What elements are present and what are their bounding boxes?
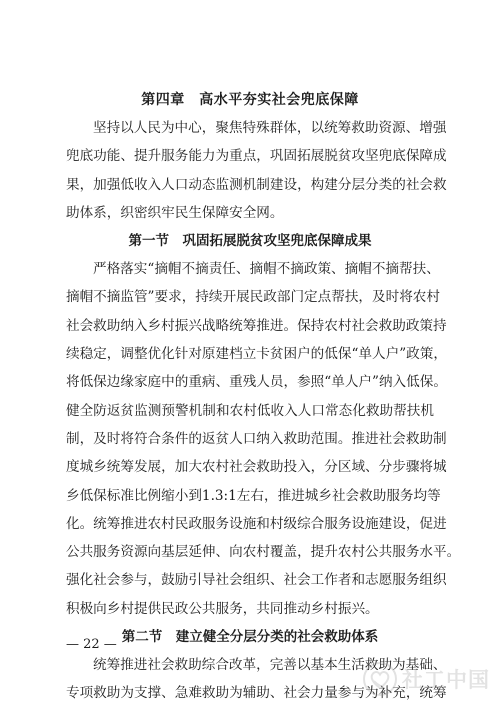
watermark-text: 社工中国 [402,668,490,692]
text-line: 强化社会参与，鼓励引导社会组织、社会工作者和志愿服务组织 [66,572,447,589]
chapter-title: 第四章 高水平夯实社会兜底保障 [141,92,359,108]
text-line: 坚持以人民为中心，聚焦特殊群体，以统筹救助资源、增强 [93,120,447,136]
text-line: 摘帽不摘监管”要求，持续开展民政部门定点帮扶，及时将农村 [66,289,440,306]
section-2-title: 第二节 建立健全分层分类的社会救助体系 [121,629,379,646]
text-line: 化。统筹推进农村民政服务设施和村级综合服务设施建设，促进 [66,515,447,532]
text-line: 统筹推进社会救助综合改革，完善以基本生活救助为基础、 [93,657,447,674]
text-line: 兜底功能、提升服务能力为重点，巩固拓展脱贫攻坚兜底保障成 [66,148,447,165]
watermark [362,658,496,700]
text-line: 严格落实“摘帽不摘责任、摘帽不摘政策、摘帽不摘帮扶、 [93,261,440,278]
text-line: 积极向乡村提供民政公共服务，共同推动乡村振兴。 [66,600,379,617]
text-line: 乡低保标准比例缩小到1.3:1左右，推进城乡社会救助服务均等 [66,487,441,504]
text-line: 度城乡统筹发展，加大农村社会救助投入，分区域、分步骤将城 [66,459,447,476]
text-line: 健全防返贫监测预警机制和农村低收入人口常态化救助帮扶机 [66,402,434,419]
page-number: — 22 — [66,637,117,652]
chapter-intro-paragraph [66,114,447,227]
text-line: 公共服务资源向基层延伸、向农村覆盖，提升农村公共服务水平。 [66,544,461,561]
text-line: 续稳定，调整优化针对原建档立卡贫困户的低保“单人户”政策， [66,346,447,363]
text-line: 专项救助为支撑、急难救助为辅助、社会力量参与为补充，统筹 [66,685,447,702]
section-1-paragraph [66,255,461,623]
text-line: 社会救助纳入乡村振兴战略统筹推进。保持农村社会救助政策持 [66,317,447,334]
text-line: 助体系，织密织牢民生保障安全网。 [66,204,284,221]
text-line: 将低保边缘家庭中的重病、重残人员，参照“单人户”纳入低保。 [66,374,447,391]
section-1-title: 第一节 巩固拓展脱贫攻坚兜底保障成果 [128,233,372,250]
heart-hands-logo-icon [362,661,398,697]
text-line: 制，及时将符合条件的返贫人口纳入救助范围。推进社会救助制 [66,430,447,447]
text-line: 果，加强低收入人口动态监测机制建设，构建分层分类的社会救 [66,176,447,193]
